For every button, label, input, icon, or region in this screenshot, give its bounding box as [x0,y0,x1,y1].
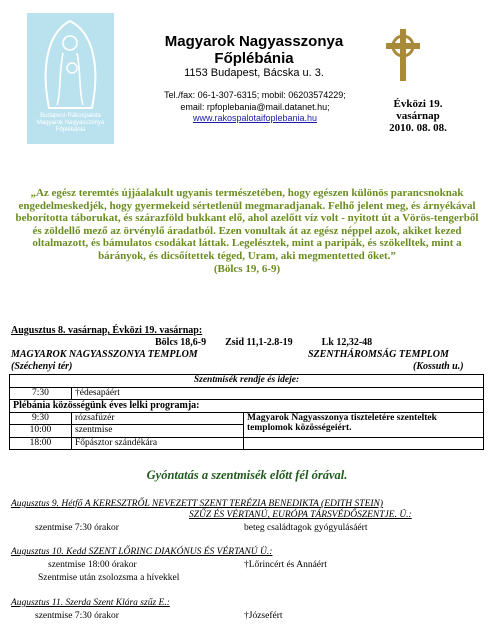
quote-reference: (Bölcs 19, 6-9) [213,262,281,275]
schedule-table [9,374,484,450]
church-left: MAGYAROK NAGYASSZONYA TEMPLOM [11,349,198,360]
sunday-title: Évközi 19. [393,98,443,110]
day-intention: beteg családtagok gyógyulásáért [244,523,368,533]
program-note: Magyarok Nagyasszonya tiszteletére szenteltek templomok közösségeiért. [244,412,484,437]
parish-logo [27,13,114,144]
program-event: Főpásztor szándékára [72,437,244,450]
day-intention: †Lőrincért és Annáért [244,560,327,570]
day-intention: †Józsefért [244,611,283,621]
cross-icon [383,27,423,83]
quote-text: „Az egész teremtés újjáalakult ugyanis természetében, hogy egészen különös parancsnoknak engedelmeskedjék, hogy gyermekeid sértetlenül megmaradjanak. Felhő jelent meg, és árnyékával beborította táborukat, és szárazföld bukkant elő, ahol azelőtt víz volt - nyitott út a Vörös-tengerből és zöldellő mező az örvénylő áradatból. Ezen vonultak át az egész néppel azok, akiket kezed oltalmazott, és bámulatos csodákat láttak. Legelésztek, mint a paripák, és szökelltek, mint a bárányok, és dicsőítettek téged, Uram, aki megmentetted őket.” [15,187,479,262]
phone-line: Tel./fax: 06-1-307-6315; mobil: 06203574229; [164,90,346,100]
table-row [10,400,484,413]
place-left: (Széchenyi tér) [11,361,73,372]
program-event: szentmise [72,425,244,438]
program-time: 9:30 [10,412,72,425]
contact-block [130,90,380,125]
place-right: (Kossuth u.) [413,361,464,372]
program-event: rózsafüzér [72,412,244,425]
parish-address: 1153 Budapest, Bácska u. 3. [184,67,324,79]
table-row [10,437,484,450]
scripture-quote [10,187,484,275]
day-title: Augusztus 10. Kedd SZENT LŐRINC DIAKÓNUS ÉS VÉRTANÚ Ü.: [11,547,273,557]
table-row [10,387,484,400]
email-line: email: rpfoplebania@mail.datanet.hu; [180,101,330,112]
day-extra: Szentmise után zsolozsma a hívekkel [38,573,180,583]
parish-title: Magyarok Nagyasszonya Főplébánia [164,33,344,67]
reading-1: Bölcs 18,6-9 [155,337,207,348]
day-title-cont: SZŰZ ÉS VÉRTANÚ, EURÓPA TÁRSVÉDŐSZENTJE. Ü.: [189,510,412,520]
day-title: Augusztus 9. Hétfő A KERESZTRŐL NEVEZETT SZENT TERÉZIA BENEDIKTA (EDITH STEIN) [11,499,384,509]
mass-header: Szentmisék rendje és ideje: [10,375,484,388]
program-time: 10:00 [10,425,72,438]
day-mass: szentmise 7:30 órakor [35,611,119,621]
church-right: SZENTHÁROMSÁG TEMPLOM [308,349,449,360]
readings-line [155,337,372,348]
day-mass: szentmise 18:00 órakor [48,560,137,570]
mass-time: 7:30 [10,387,72,400]
day-title: Augusztus 11. Szerda Szent Klára szűz E.: [11,598,170,608]
program-time: 18:00 [10,437,72,450]
empty-cell [244,437,484,450]
reading-2: Zsid 11,1-2.8-19 [225,337,293,348]
program-header: Plébánia közösségünk éves lelki programja: [10,400,484,413]
mass-intention: †édesapáért [72,387,484,400]
sunday-sub: vasárnap [396,110,440,122]
day-mass: szentmise 7:30 órakor [35,523,119,533]
table-row [10,375,484,388]
table-row [10,412,484,425]
sunday-heading: Augusztus 8. vasárnap, Évközi 19. vasárnap: [11,325,203,336]
confession-note: Gyóntatás a szentmisék előtt fél órával. [146,468,348,482]
sunday-date: 2010. 08. 08. [389,122,447,134]
sunday-info [373,98,463,134]
reading-3: Lk 12,32-48 [321,337,373,348]
logo-caption: Budapest-Rákospalota Magyarok Nagyasszonya Főplébánia [36,113,105,133]
website-link[interactable]: www.rakospalotaifoplebania.hu [192,113,318,123]
